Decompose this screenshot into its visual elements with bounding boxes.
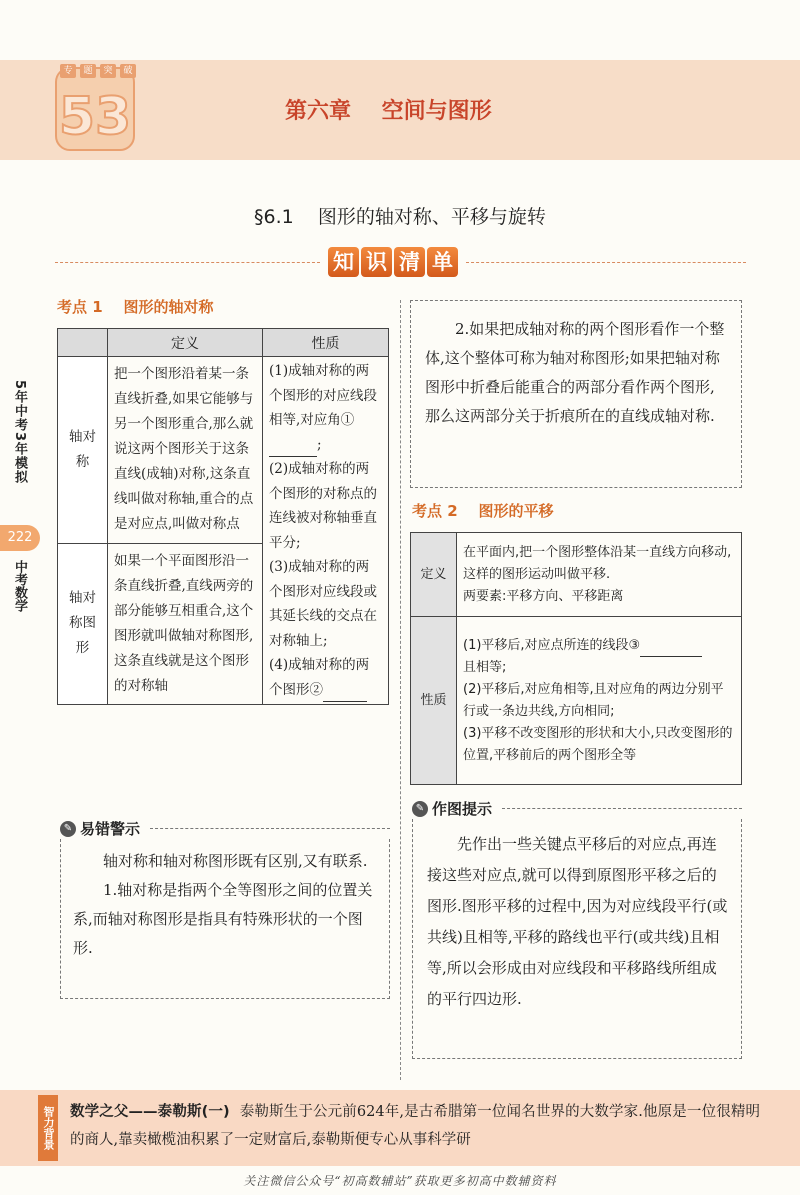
warning-title-row — [60, 818, 390, 839]
kp2-prop-1-end: 且相等; — [463, 659, 507, 675]
sidebar-subject-wrap — [0, 560, 36, 612]
kp1-note-text: 2.如果把成轴对称的两个图形看作一个整体,这个整体可称为轴对称图形;如果把轴对称图形中折叠后能重合的两部分看作两个图形,那么这两部分关于折痕所在的直线成轴对称. — [425, 320, 725, 425]
kp2-title: 考点 2 图形的平移 — [412, 502, 554, 520]
warning-p1: 轴对称和轴对称图形既有区别,又有联系. — [103, 852, 368, 870]
footer-text: 泰勒斯生于公元前624年,是古希腊第一位闻名世界的大数学家.他原是一位很精明的商人,靠卖橄榄油积累了一定财富后,泰勒斯便专心从事科学研 — [70, 1104, 760, 1148]
warning-body — [60, 839, 390, 999]
pen-icon: ✎ — [60, 821, 76, 837]
logo-tag: 专 — [60, 64, 76, 78]
sidebar-book: 5年中考3年模拟 — [12, 380, 27, 485]
kp2-definition: 在平面内,把一个图形整体沿某一直线方向移动,这样的图形运动叫做平移. — [463, 544, 732, 582]
kp2-prop-2: (2)平移后,对应角相等,且对应角的两边分别平行或一条边共线,方向相同; — [463, 681, 724, 719]
kp2-prop-1: (1)平移后,对应点所连的线段③ — [463, 637, 641, 653]
kp1-header-definition: 定义 — [108, 329, 263, 357]
pen-icon: ✎ — [412, 801, 428, 817]
row-label: 轴对称 — [58, 357, 108, 544]
footer-text-block — [70, 1098, 760, 1154]
row-definition: 把一个图形沿着某一条直线折叠,如果它能够与另一个图形重合,那么就说这两个图形关于这条直线(成轴)对称,这条直线叫做对称轴,重合的点是对应点,叫做对称点 — [108, 357, 263, 544]
kp2-prop-label: 性质 — [411, 617, 457, 785]
badge-char: 识 — [361, 247, 392, 277]
kp2-table — [410, 532, 742, 785]
kp1-note-box — [410, 300, 742, 488]
sidebar — [0, 380, 36, 484]
kp2-elements: 两要素:平移方向、平移距离 — [463, 588, 624, 604]
property-1: (1)成轴对称的两个图形的对应线段相等,对应角① — [269, 363, 377, 428]
knowledge-list-badge — [324, 247, 462, 279]
logo-tags — [60, 64, 136, 78]
footer-title: 数学之父——泰勒斯(一) — [70, 1104, 230, 1120]
sidebar-subject: 中考数学 — [12, 560, 27, 612]
badge-char: 单 — [427, 247, 458, 277]
divider-left — [55, 262, 320, 263]
section-title: §6.1 图形的轴对称、平移与旋转 — [254, 206, 546, 228]
column-divider — [400, 300, 401, 1080]
logo-tag: 题 — [80, 64, 96, 78]
badge-char: 知 — [328, 247, 359, 277]
property-1-end: ; — [317, 436, 322, 453]
kp1-title: 考点 1 图形的轴对称 — [57, 298, 214, 316]
chapter-title: 第六章 空间与图形 — [285, 99, 492, 124]
watermark: 关注微信公众号“初高数辅站”获取更多初高中数辅资料 — [243, 1174, 557, 1188]
row-definition: 如果一个平面图形沿一条直线折叠,直线两旁的部分能够互相重合,这个图形就叫做轴对称图形,这条直线就是这个图形的对称轴 — [108, 543, 263, 704]
drawing-tip-body — [412, 819, 742, 1059]
footer-tag: 智力背景 — [38, 1095, 58, 1161]
page-number: 222 — [0, 525, 40, 551]
drawing-tip-title: 作图提示 — [432, 800, 493, 818]
kp1-header-property: 性质 — [263, 329, 389, 357]
kp1-header-empty — [58, 329, 108, 357]
kp2-def-cell — [457, 533, 742, 617]
warning-title: 易错警示 — [80, 820, 141, 838]
logo-tag: 突 — [100, 64, 116, 78]
kp2-prop-3: (3)平移不改变图形的形状和大小,只改变图形的位置,平移前后的两个图形全等 — [463, 725, 733, 763]
drawing-tip-title-row — [412, 798, 742, 819]
kp1-properties-cell — [263, 357, 389, 705]
badge-char: 清 — [394, 247, 425, 277]
row-label: 轴对称图形 — [58, 543, 108, 704]
warning-p2: 1.轴对称是指两个全等图形之间的位置关系,而轴对称图形是指具有特殊形状的一个图形. — [73, 881, 373, 957]
kp2-prop-cell — [457, 617, 742, 785]
divider-right — [466, 262, 746, 263]
logo-number: 53 — [58, 87, 132, 147]
answer-blank-3[interactable] — [640, 656, 702, 657]
answer-blank-2[interactable] — [323, 701, 367, 702]
logo-tag: 破 — [120, 64, 136, 78]
kp2-def-label: 定义 — [411, 533, 457, 617]
kp1-table — [57, 328, 389, 705]
drawing-tip-box — [412, 798, 742, 1059]
property-2: (2)成轴对称的两个图形的对称点的连线被对称轴垂直平分; — [269, 461, 377, 551]
drawing-tip-text: 先作出一些关键点平移后的对应点,再连接这些对应点,就可以得到原图形平移之后的图形.图形平移的过程中,因为对应线段平行(或共线)且相等,平移的路线也平行(或共线)且相等,所以会形成由对应线段和平移路线所组成的平行四边形. — [427, 835, 728, 1008]
kp1-note — [410, 300, 742, 488]
warning-box — [60, 818, 390, 999]
property-3: (3)成轴对称的两个图形对应线段或其延长线的交点在对称轴上; — [269, 559, 377, 649]
property-4: (4)成轴对称的两个图形② — [269, 657, 370, 698]
